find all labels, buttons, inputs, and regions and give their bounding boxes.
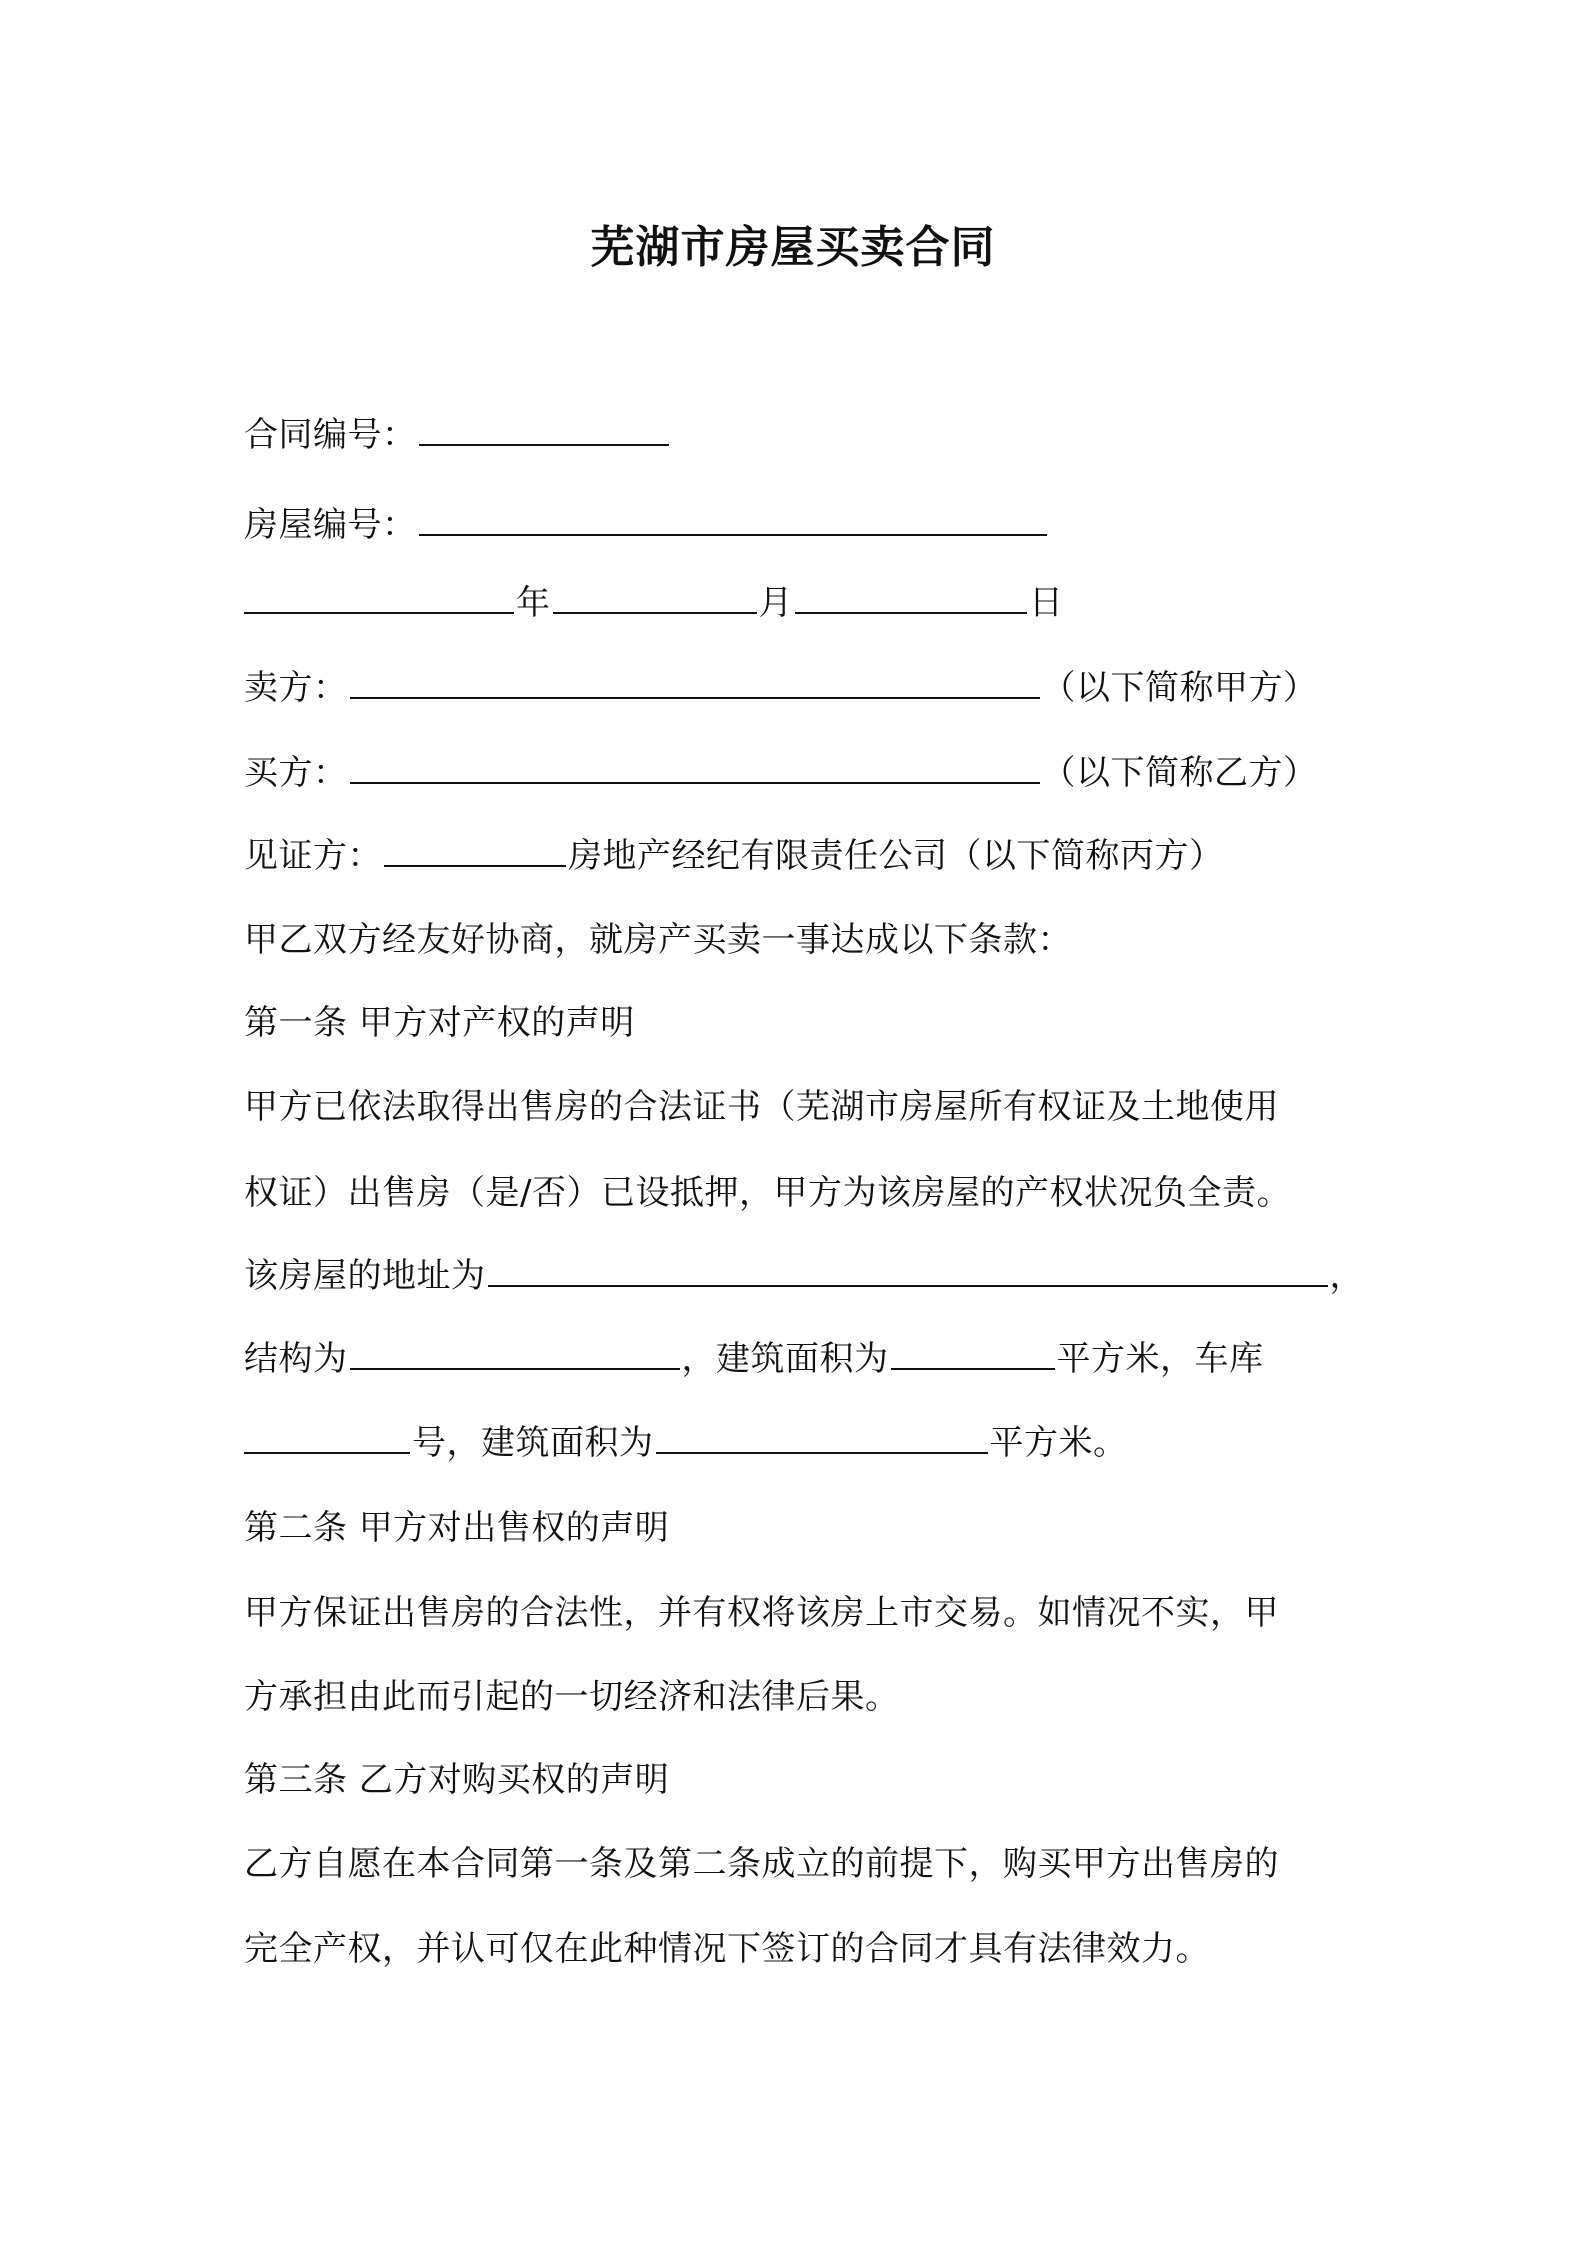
article2-heading: 第二条 甲方对出售权的声明 (244, 1508, 670, 1548)
address-end: ， (1329, 1256, 1364, 1296)
article3-line1: 乙方自愿在本合同第一条及第二条成立的前提下，购买甲方出售房的 (244, 1844, 1279, 1884)
contract-number-row (244, 412, 671, 458)
sqm-end-label: 平方米。 (989, 1423, 1128, 1463)
article1-para-line2: 权证）出售房（是/否）已设抵押，甲方为该房屋的产权状况负全责。 (244, 1173, 1291, 1213)
buyer-row (244, 750, 1318, 796)
garage-area-blank[interactable] (656, 1422, 988, 1454)
structure-blank[interactable] (350, 1338, 680, 1370)
document-title: 芜湖市房屋买卖合同 (590, 222, 996, 273)
area-blank[interactable] (891, 1338, 1055, 1370)
address-blank[interactable] (488, 1255, 1328, 1287)
month-label: 月 (758, 583, 793, 623)
witness-label: 见证方： (244, 836, 382, 876)
seller-blank[interactable] (350, 667, 1040, 699)
seller-note: （以下简称甲方） (1041, 668, 1318, 708)
article3-heading: 第三条 乙方对购买权的声明 (244, 1760, 670, 1800)
garage-number-label: 号，建筑面积为 (412, 1423, 654, 1463)
article3-line2: 完全产权，并认可仅在此种情况下签订的合同才具有法律效力。 (244, 1929, 1210, 1969)
house-number-blank[interactable] (419, 504, 1047, 536)
garage-number-blank[interactable] (244, 1422, 410, 1454)
buyer-note: （以下简称乙方） (1041, 753, 1318, 793)
buyer-label: 买方： (244, 753, 348, 793)
house-number-label: 房屋编号： (244, 505, 417, 545)
year-blank[interactable] (244, 582, 514, 614)
article1-heading: 第一条 甲方对产权的声明 (244, 1003, 635, 1043)
contract-number-blank[interactable] (419, 414, 669, 446)
address-row (244, 1253, 1364, 1299)
article2-line2: 方承担由此而引起的一切经济和法律后果。 (244, 1677, 900, 1717)
structure-row (244, 1336, 1264, 1382)
sqm-garage-label: 平方米，车库 (1056, 1339, 1264, 1379)
area-label: ，建筑面积为 (681, 1339, 889, 1379)
article2-line1: 甲方保证出售房的合法性，并有权将该房上市交易。如情况不实，甲 (244, 1593, 1279, 1633)
structure-label: 结构为 (244, 1339, 348, 1379)
seller-row (244, 665, 1318, 711)
day-blank[interactable] (795, 582, 1027, 614)
date-row (244, 580, 1064, 626)
witness-row (244, 833, 1224, 879)
intro-text: 甲乙双方经友好协商，就房产买卖一事达成以下条款： (244, 920, 1072, 960)
contract-number-label: 合同编号： (244, 415, 417, 455)
address-label: 该房屋的地址为 (244, 1256, 486, 1296)
witness-blank[interactable] (384, 835, 566, 867)
month-blank[interactable] (553, 582, 757, 614)
article1-para-line1: 甲方已依法取得出售房的合法证书（芜湖市房屋所有权证及土地使用 (244, 1087, 1279, 1127)
garage-row (244, 1420, 1128, 1466)
buyer-blank[interactable] (350, 752, 1040, 784)
year-label: 年 (516, 583, 551, 623)
house-number-row (244, 502, 1049, 548)
witness-note: 房地产经纪有限责任公司（以下简称丙方） (568, 836, 1224, 876)
day-label: 日 (1029, 583, 1064, 623)
seller-label: 卖方： (244, 668, 348, 708)
